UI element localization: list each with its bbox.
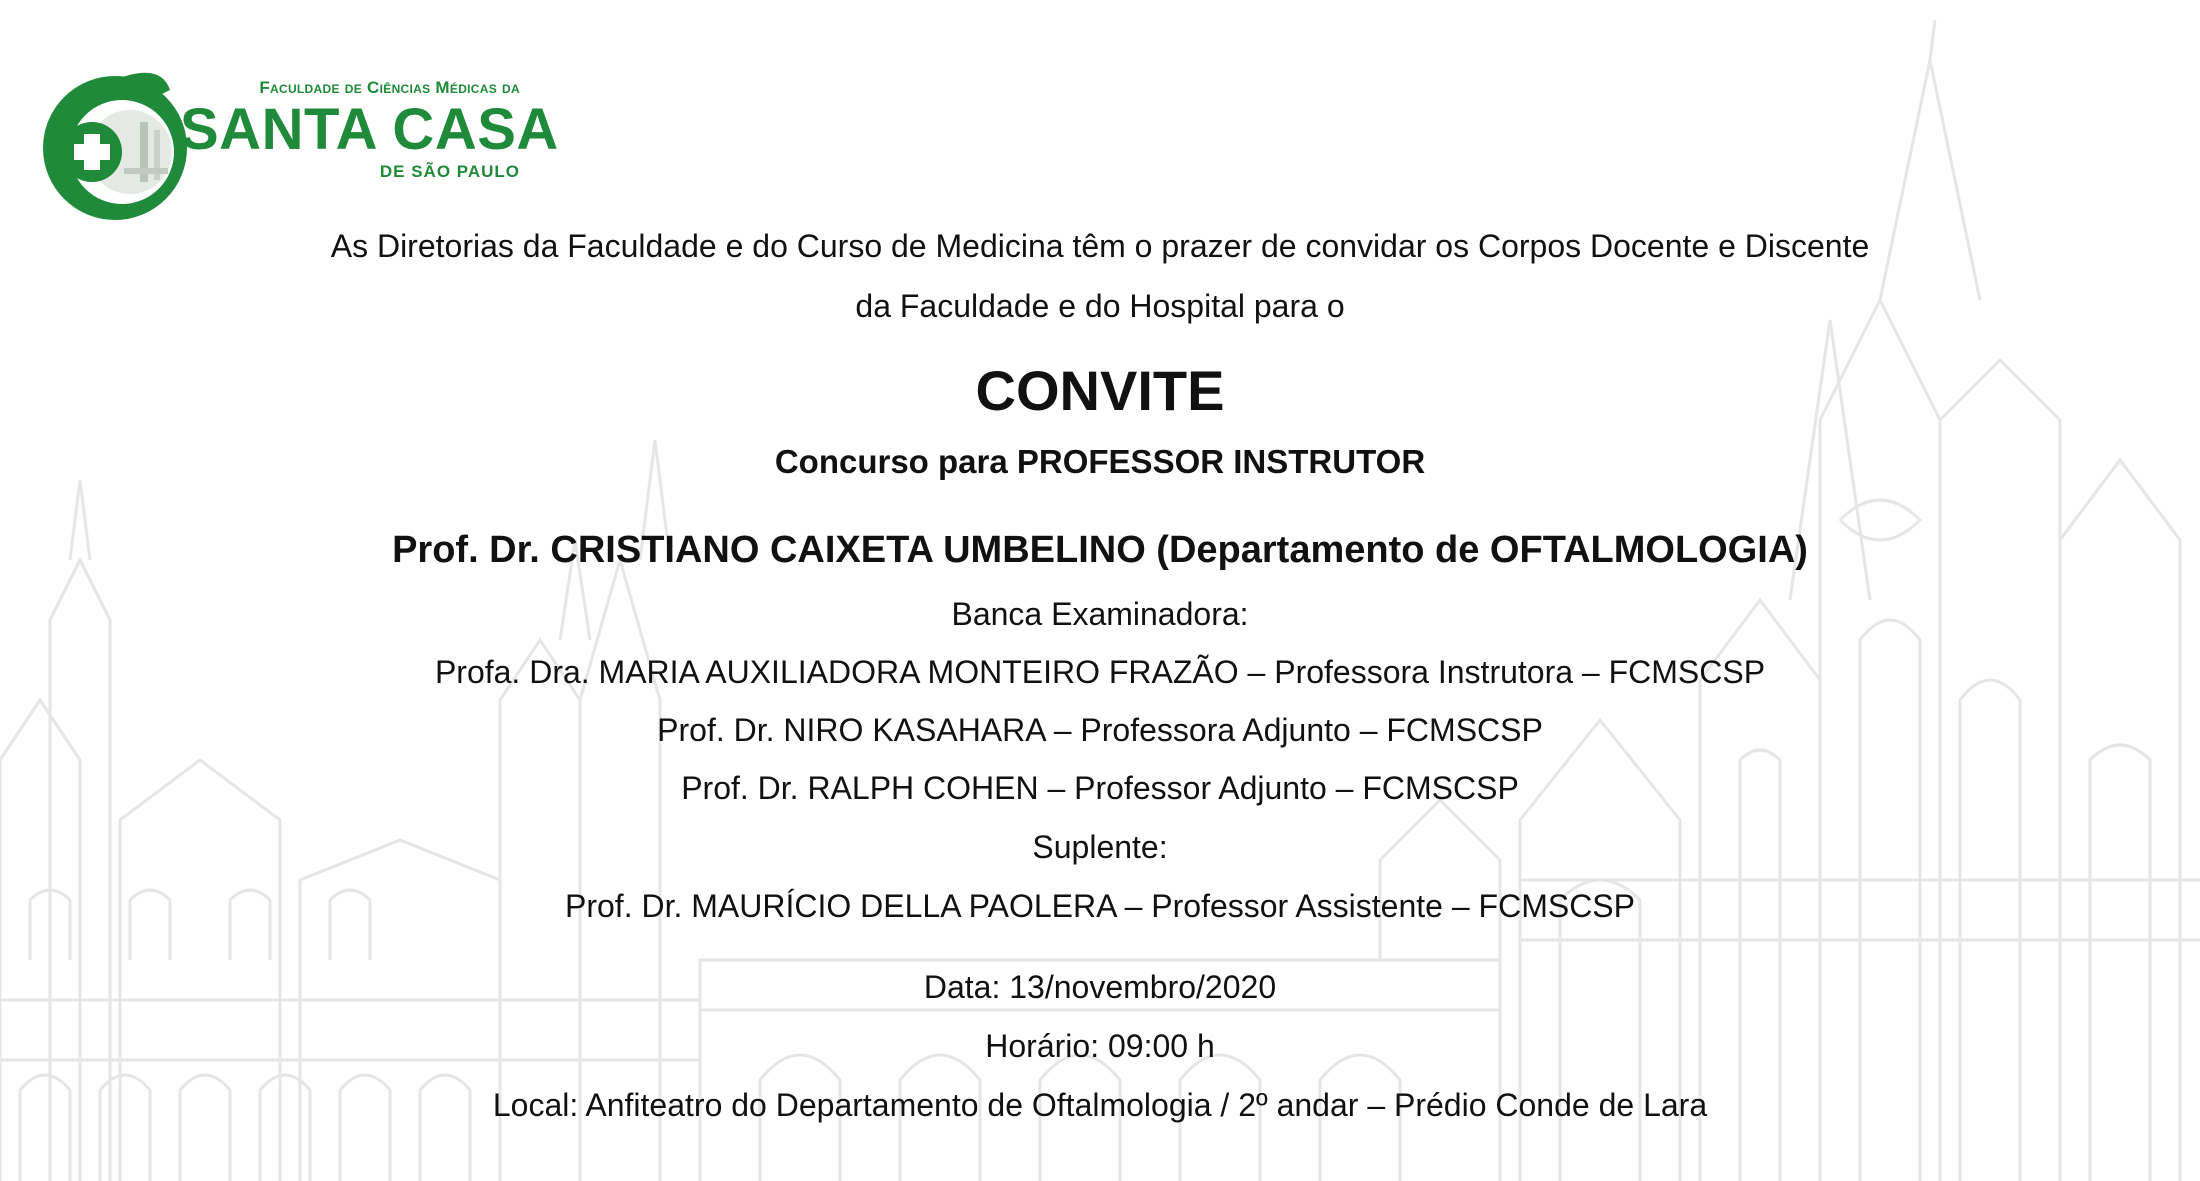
banca-member: Profa. Dra. MARIA AUXILIADORA MONTEIRO FRAZÃO – Professora Instrutora – FCMSCSP	[434, 654, 1766, 690]
event-location: Local: Anfiteatro do Departamento de Oftalmologia / 2º andar – Prédio Conde de Lara	[492, 1087, 1708, 1123]
suplente-heading: Suplente:	[1032, 829, 1168, 865]
invitation-title: CONVITE	[975, 359, 1225, 422]
contest-subtitle: Concurso para PROFESSOR INSTRUTOR	[774, 443, 1426, 480]
logo-line-santa-casa: SANTA CASA	[180, 97, 559, 162]
event-date: Data: 13/novembro/2020	[923, 969, 1277, 1005]
banca-member: Prof. Dr. NIRO KASAHARA – Professora Adjunto – FCMSCSP	[657, 712, 1543, 748]
institution-logo	[40, 60, 559, 235]
candidate-name: Prof. Dr. CRISTIANO CAIXETA UMBELINO (Departamento de OFTALMOLOGIA)	[392, 529, 1808, 571]
intro-line-2: da Faculdade e do Hospital para o	[855, 288, 1345, 324]
intro-line-1: As Diretorias da Faculdade e do Curso de Medicina têm o prazer de convidar os Corpos Docente e Discente	[330, 228, 1870, 264]
logo-line-sao-paulo: DE SÃO PAULO	[379, 162, 520, 181]
logo-wordmark	[180, 78, 559, 182]
banca-member: Prof. Dr. RALPH COHEN – Professor Adjunto – FCMSCSP	[681, 770, 1519, 806]
banca-heading: Banca Examinadora:	[951, 596, 1249, 632]
suplente-member: Prof. Dr. MAURÍCIO DELLA PAOLERA – Professor Assistente – FCMSCSP	[565, 888, 1635, 924]
event-time: Horário: 09:00 h	[985, 1028, 1215, 1064]
logo-line-faculdade: Faculdade de Ciências Médicas da	[259, 78, 520, 97]
